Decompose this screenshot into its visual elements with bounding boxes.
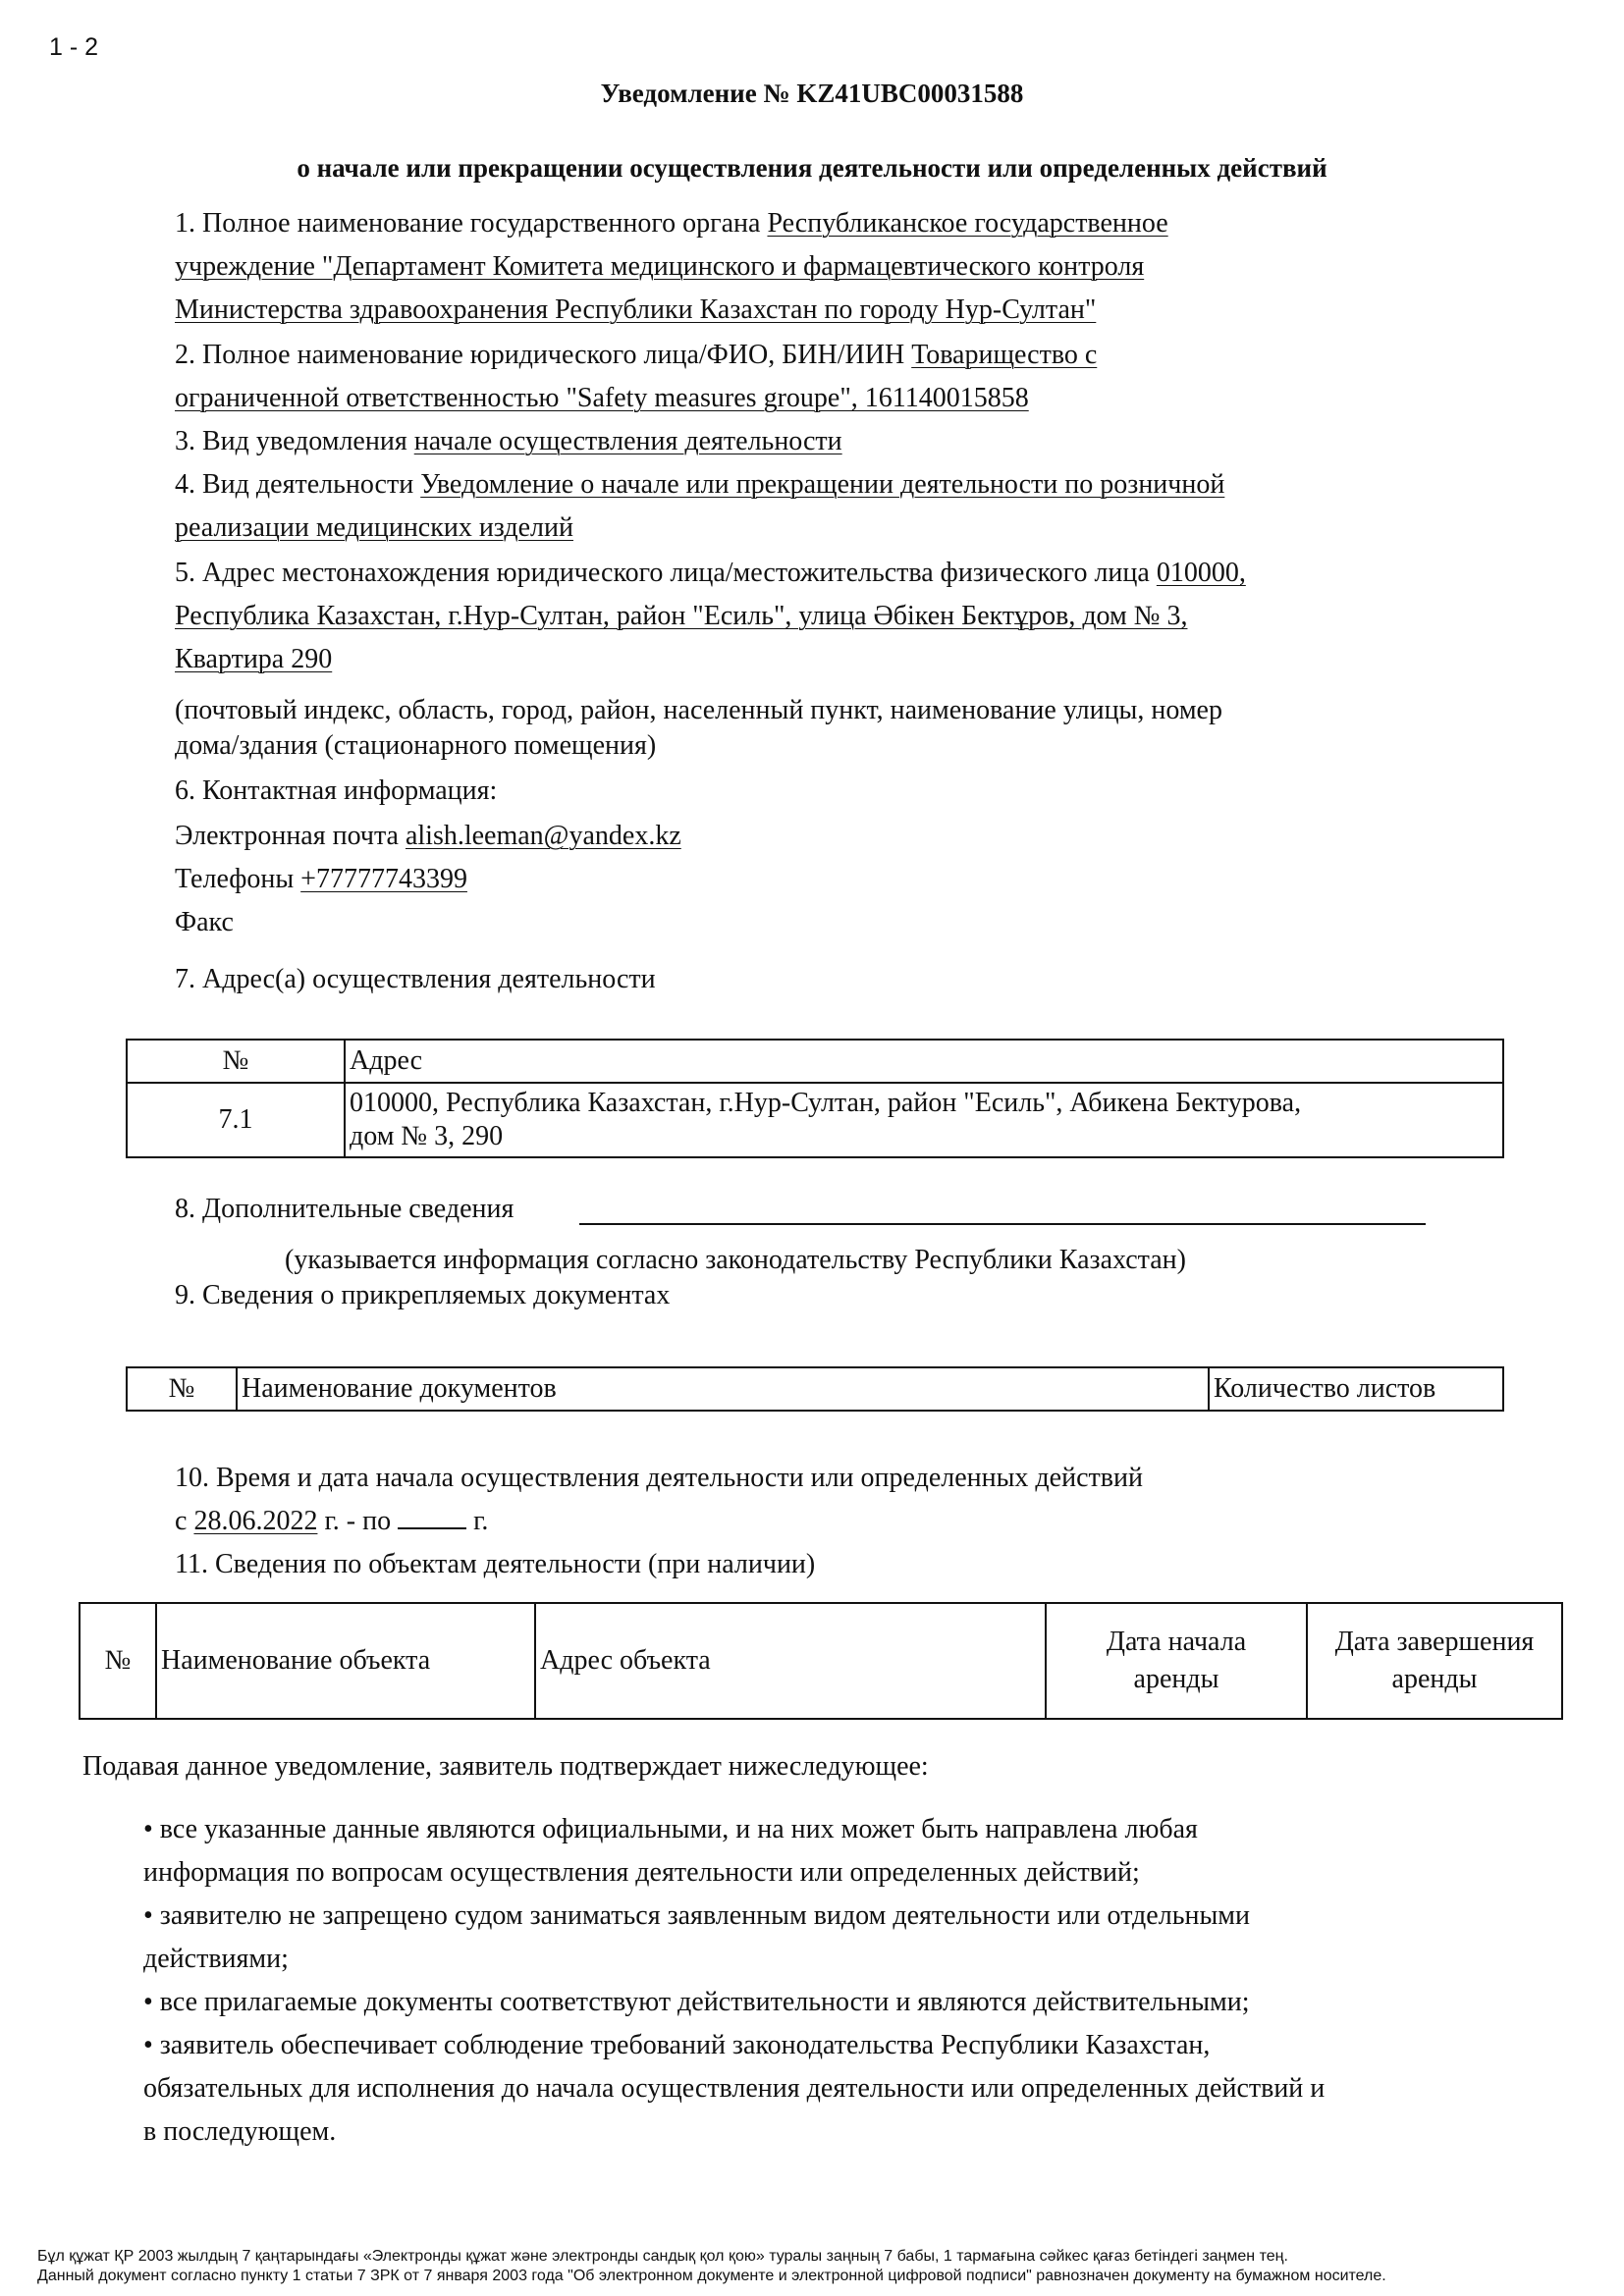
phone-value: +77777743399 xyxy=(300,864,467,894)
item5-hint-line1: (почтовый индекс, область, город, район, населенный пункт, наименование улицы, номер xyxy=(175,695,1222,725)
confirm-bullet2-line1: • заявителю не запрещено судом заниматься заявленным видом деятельности или отдельными xyxy=(143,1900,1250,1931)
col-header-address: Адрес xyxy=(345,1040,1503,1083)
confirm-bullet4-line1: • заявитель обеспечивает соблюдение требований законодательства Республики Казахстан, xyxy=(143,2030,1211,2060)
confirm-bullet2-line2: действиями; xyxy=(143,1944,289,1974)
item4-value-line1: Уведомление о начале или прекращении деятельности по розничной xyxy=(420,469,1225,500)
row-address xyxy=(345,1083,1503,1157)
item1-line1 xyxy=(175,202,1168,245)
fax-label: Факс xyxy=(175,907,234,937)
item4-line1 xyxy=(175,463,1224,507)
col-header-object-address: Адрес объекта xyxy=(535,1603,1046,1719)
col-header-sheet-count: Количество листов xyxy=(1209,1367,1503,1411)
col-header-lease-end xyxy=(1307,1603,1562,1719)
item4-value-line2: реализации медицинских изделий xyxy=(175,512,573,543)
date-to-prefix: г. - по xyxy=(324,1506,392,1536)
item2-label: 2. Полное наименование юридического лица/ФИО, БИН/ИИН xyxy=(175,340,905,370)
item5-hint-line2: дома/здания (стационарного помещения) xyxy=(175,730,657,761)
item5-label: 5. Адрес местонахождения юридического лица/местожительства физического лица xyxy=(175,558,1150,588)
item1-value-line3: Министерства здравоохранения Республики Казахстан по городу Нур-Султан" xyxy=(175,294,1097,325)
date-suffix: г. xyxy=(473,1506,489,1536)
item5-value-line2: Республика Казахстан, г.Нур-Султан, район "Есиль", улица Әбікен Бектұров, дом № 3, xyxy=(175,601,1188,631)
page-number: 1 - 2 xyxy=(49,33,99,61)
email-label: Электронная почта xyxy=(175,821,399,851)
table-row xyxy=(127,1083,1503,1157)
date-from-prefix: с xyxy=(175,1506,188,1536)
activity-objects-table xyxy=(79,1602,1563,1720)
item11-label: 11. Сведения по объектам деятельности (при наличии) xyxy=(175,1549,816,1579)
col-header-lease-start xyxy=(1046,1603,1307,1719)
item10-dates-line xyxy=(175,1500,488,1543)
item3-line xyxy=(175,420,842,463)
item1-label: 1. Полное наименование государственного органа xyxy=(175,208,761,239)
item10-label: 10. Время и дата начала осуществления деятельности или определенных действий xyxy=(175,1463,1143,1493)
email-value: alish.leeman@yandex.kz xyxy=(405,821,681,851)
confirm-bullet1-line1: • все указанные данные являются официальными, и на них может быть направлена любая xyxy=(143,1814,1198,1844)
table-header-row xyxy=(127,1040,1503,1083)
phone-label: Телефоны xyxy=(175,864,295,894)
item8-blank-line xyxy=(579,1223,1426,1225)
item9-label: 9. Сведения о прикрепляемых документах xyxy=(175,1280,671,1310)
col-header-no: № xyxy=(127,1040,345,1083)
item3-label: 3. Вид уведомления xyxy=(175,426,407,456)
activity-address-table xyxy=(126,1039,1504,1158)
item2-line1 xyxy=(175,334,1097,377)
col-header-no: № xyxy=(80,1603,156,1719)
confirm-bullet4-line2: обязательных для исполнения до начала осуществления деятельности или определенных действий и xyxy=(143,2073,1326,2104)
item5-value-line3: Квартира 290 xyxy=(175,644,333,674)
item2-value-line2: ограниченной ответственностью "Safety measures groupe", 161140015858 xyxy=(175,383,1029,413)
footer-legal-ru: Данный документ согласно пункту 1 статьи 7 ЗРК от 7 января 2003 года "Об электронном документе и электронной цифровой подписи" равнозначен документу на бумажном носителе. xyxy=(37,2268,1386,2284)
item6-email-line xyxy=(175,815,681,858)
table-header-row xyxy=(80,1603,1562,1719)
item5-line1 xyxy=(175,552,1246,595)
item4-label: 4. Вид деятельности xyxy=(175,469,414,500)
lease-start-line1: Дата начала xyxy=(1106,1627,1247,1657)
date-from-value: 28.06.2022 xyxy=(193,1506,318,1536)
lease-end-line1: Дата завершения xyxy=(1334,1627,1535,1657)
col-header-no: № xyxy=(127,1367,237,1411)
document-subtitle: о начале или прекращении осуществления деятельности или определенных действий xyxy=(297,153,1327,183)
item1-value-line2: учреждение "Департамент Комитета медицинского и фармацевтического контроля xyxy=(175,251,1145,282)
lease-end-line2: аренды xyxy=(1391,1664,1478,1694)
item3-value: начале осуществления деятельности xyxy=(413,426,842,456)
item1-value-line1: Республиканское государственное xyxy=(767,208,1168,239)
table-header-row xyxy=(127,1367,1503,1411)
confirm-bullet3: • все прилагаемые документы соответствуют действительности и являются действительными; xyxy=(143,1987,1250,2017)
confirm-bullet1-line2: информация по вопросам осуществления деятельности или определенных действий; xyxy=(143,1857,1140,1888)
lease-start-line2: аренды xyxy=(1133,1664,1219,1694)
confirm-intro: Подавая данное уведомление, заявитель подтверждает нижеследующее: xyxy=(82,1751,929,1782)
footer-legal-kz: Бұл құжат ҚР 2003 жылдың 7 қаңтарындағы «Электронды құжат және электронды сандық қол қою» туралы заңның 7 бабы, 1 тармағына сәйкес қағаз бетіндегі заңмен тең. xyxy=(37,2248,1288,2265)
item8-label: 8. Дополнительные сведения xyxy=(175,1194,514,1224)
row-address-line2: дом № 3, 290 xyxy=(350,1121,504,1151)
item6-label: 6. Контактная информация: xyxy=(175,775,498,806)
attached-documents-table xyxy=(126,1366,1504,1412)
item5-value-line1: 010000, xyxy=(1156,558,1246,588)
date-to-blank xyxy=(398,1506,466,1529)
document-title: Уведомление № KZ41UBC00031588 xyxy=(600,79,1024,108)
col-header-document-name: Наименование документов xyxy=(237,1367,1209,1411)
row-no: 7.1 xyxy=(127,1083,345,1157)
item7-label: 7. Адрес(а) осуществления деятельности xyxy=(175,964,656,994)
row-address-line1: 010000, Республика Казахстан, г.Нур-Султан, район "Есиль", Абикена Бектурова, xyxy=(350,1088,1302,1118)
confirm-bullet4-line3: в последующем. xyxy=(143,2116,337,2147)
item6-phone-line xyxy=(175,858,467,901)
item8-hint: (указывается информация согласно законодательству Республики Казахстан) xyxy=(285,1245,1186,1275)
col-header-object-name: Наименование объекта xyxy=(156,1603,535,1719)
item2-value-line1: Товарищество с xyxy=(911,340,1098,370)
